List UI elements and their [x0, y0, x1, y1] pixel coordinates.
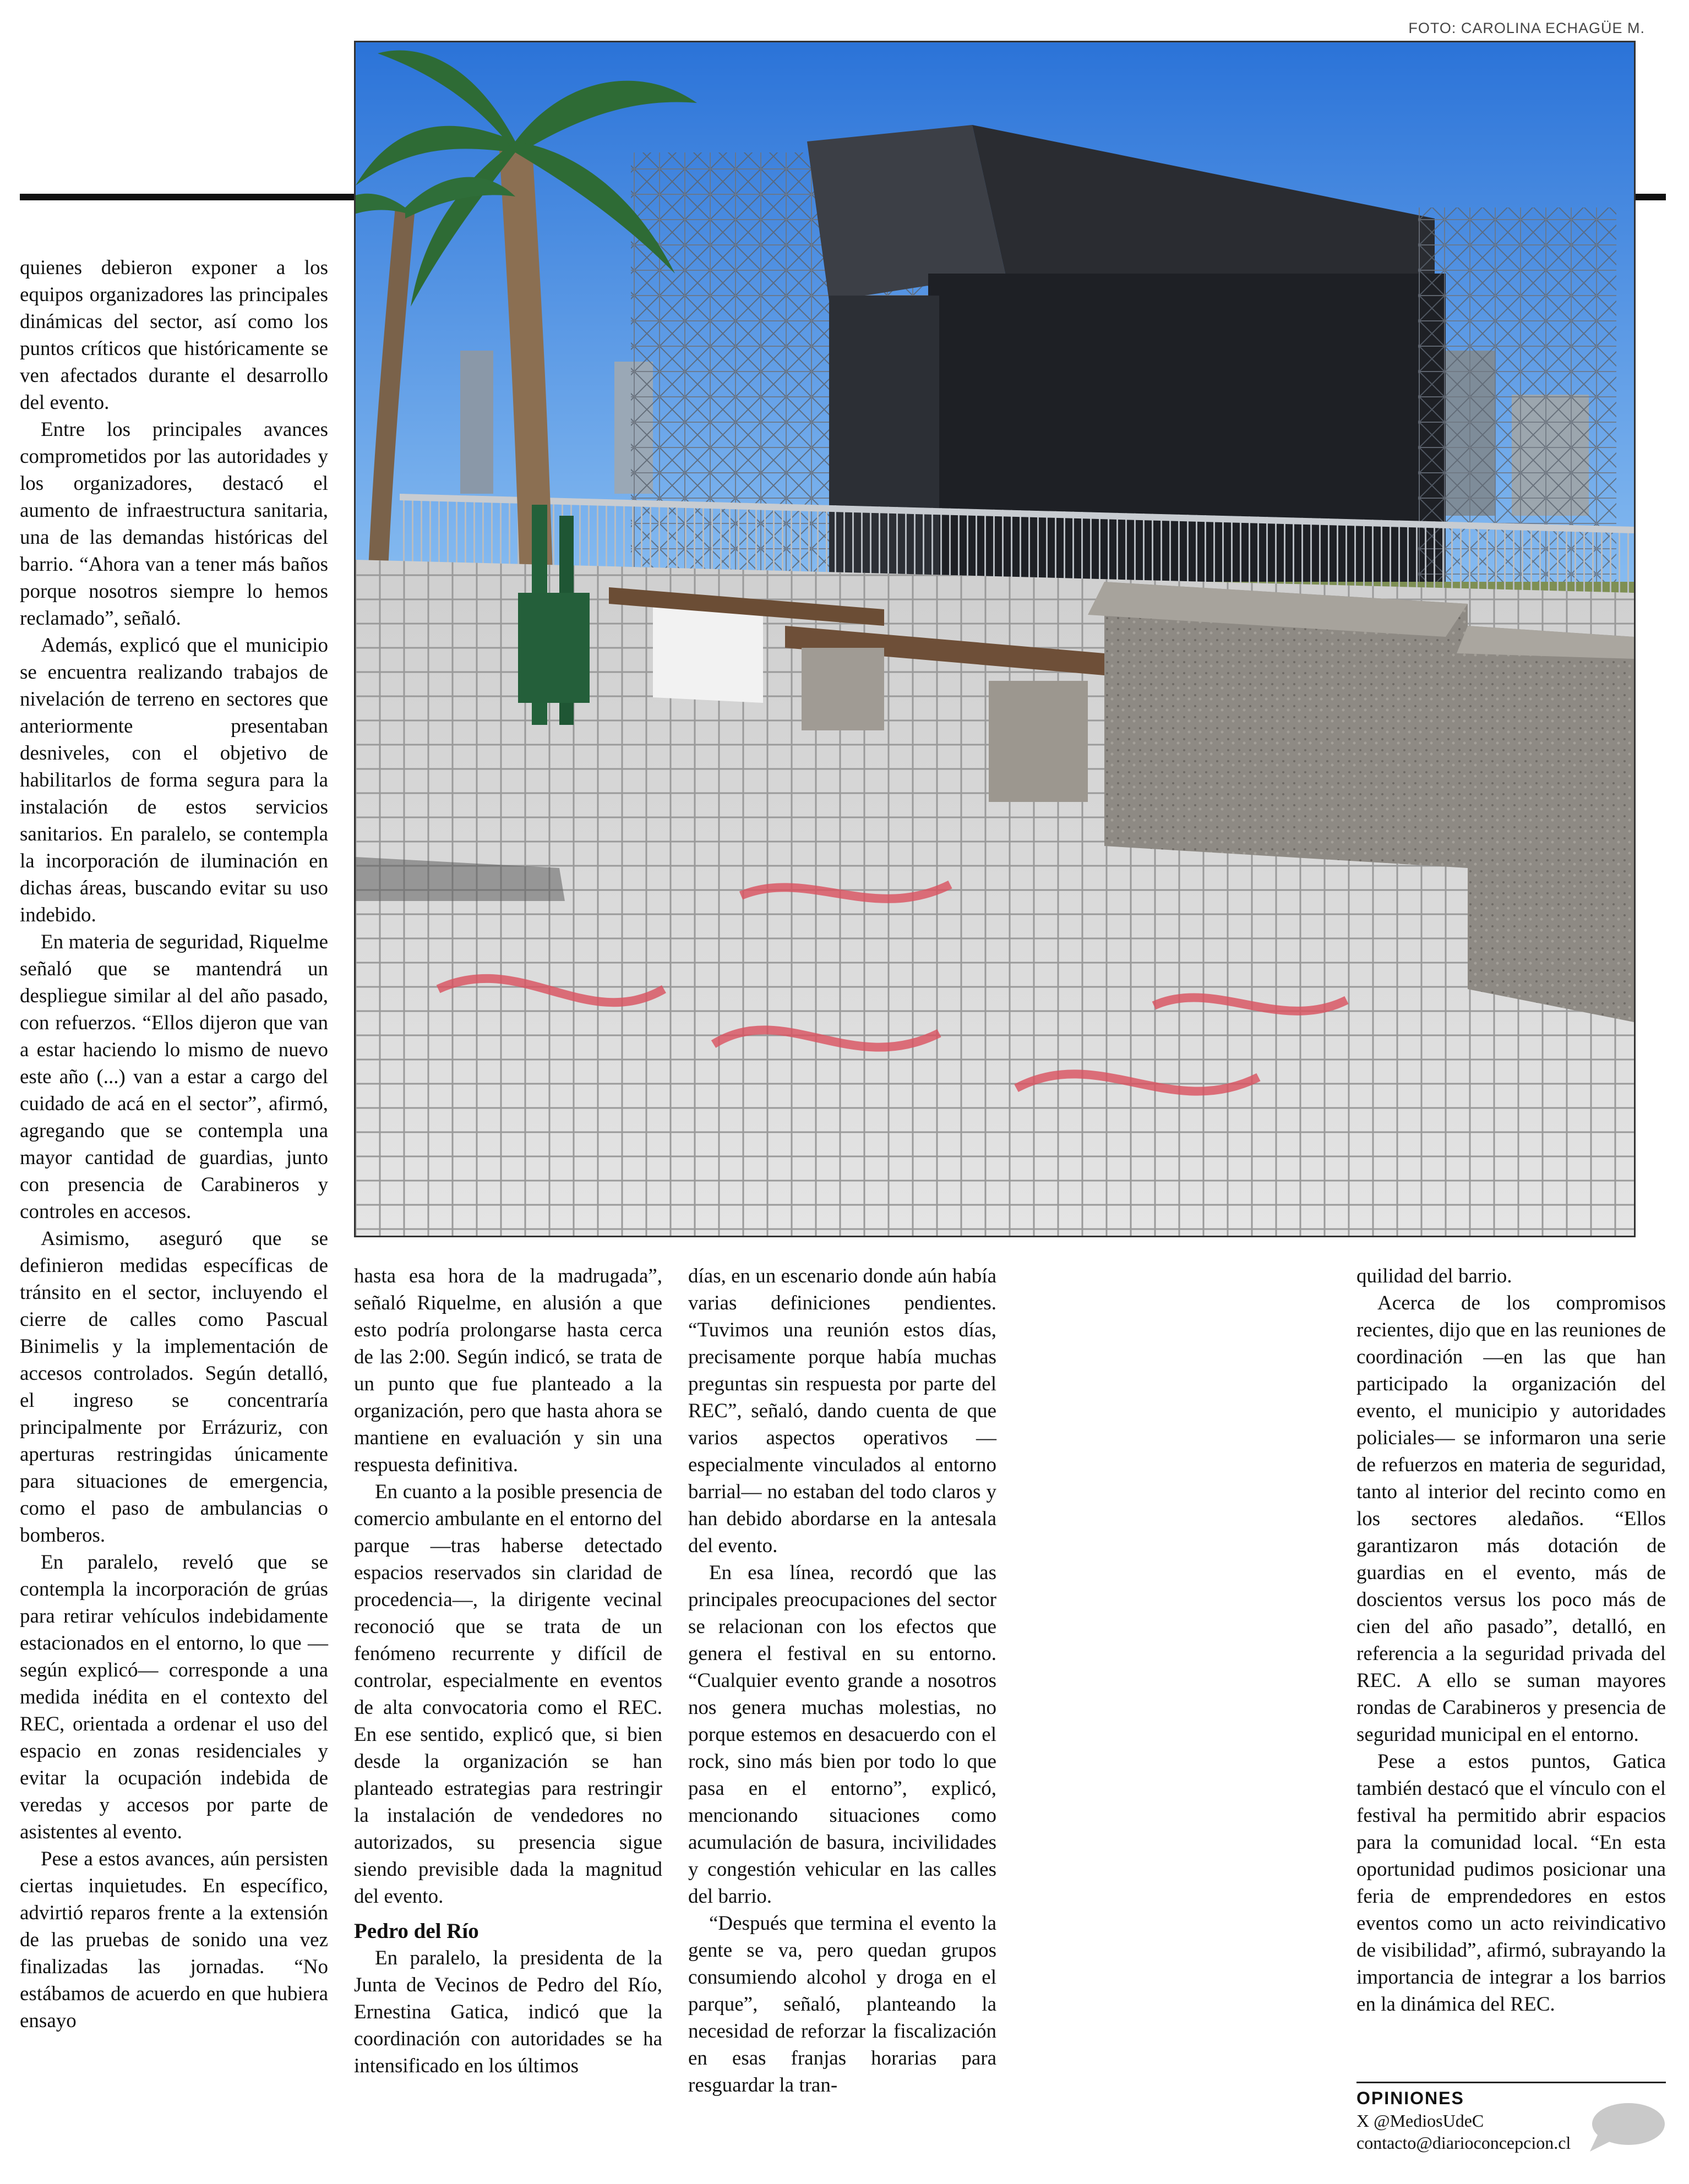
paragraph: quienes debieron exponer a los equipos organizadores las principales dinámicas del sector, así como los puntos críticos que históricamente se ven afectados durante el desarrollo del evento.: [20, 256, 328, 414]
paragraph: Entre los principales avances comprometidos por las autoridades y los organizadores, destacó el aumento de infraestructura sanitaria, una de las demandas históricas del barrio. “Ahora van a tener más baños porque nosotros siempre lo hemos reclamado”, señaló.: [20, 418, 328, 630]
paragraph: Pese a estos puntos, Gatica también destacó que el vínculo con el festival ha permitido abrir espacios para la comunidad local. “En esta oportunidad pudimos posicionar una feria de emprendedores en estos eventos como un acto reivindicativo de visibilidad”, afirmó, subrayando la importancia de integrar a los barrios en la dinámica del REC.: [1356, 1750, 1666, 2016]
paragraph: En paralelo, la presidenta de la Junta de Vecinos de Pedro del Río, Ernestina Gatica, indicó que la coordinación con autoridades se ha intensificado en los últimos: [354, 1947, 662, 2077]
paragraph: Pese a estos avances, aún persisten ciertas inquietudes. En específico, advirtió reparos frente a la extensión de las pruebas de sonido una vez finalizadas las jornadas. “No estábamos de acuerdo en que hubiera ensayo: [20, 1848, 328, 2032]
paragraph: Asimismo, aseguró que se definieron medidas específicas de tránsito en el sector, incluyendo el cierre de calles como Pascual Binimelis y la implementación de accesos controlados. Según detalló, el ingreso se concentraría principalmente por Errázuriz, con aperturas restringidas únicamente para situaciones de emergencia, como el paso de ambulancias o bomberos.: [20, 1227, 328, 1547]
section-rule-left: [20, 194, 355, 200]
speech-bubble-icon: [1587, 2101, 1666, 2154]
article-column-3: [688, 1263, 996, 2099]
photo-credit: FOTO: CAROLINA ECHAGÜE M.: [1408, 20, 1645, 36]
article-column-2: [354, 1263, 662, 2079]
paragraph: Acerca de los compromisos recientes, dijo que en las reuniones de coordinación —en las que han participado la organización del evento, el municipio y autoridades policiales— se informaron una serie de refuerzos en materia de seguridad, tanto al interior del recinto como en los sectores aledaños. “Ellos garantizaron más dotación de guardias en el evento, más de doscientos versus los poco más de cien del año pasado”, detalló, en referencia a la seguridad privada del REC. A ello se suman mayores rondas de Carabineros y presencia de seguridad municipal en el entorno.: [1356, 1292, 1666, 1746]
section-rule-right: [1635, 194, 1666, 200]
article-column-4: [1356, 1263, 1666, 2018]
paragraph: “Después que termina el evento la gente se va, pero quedan grupos consumiendo alcohol y droga en el parque”, señaló, planteando la necesidad de reforzar la fiscalización en esas franjas horarias para resguardar la tran-: [688, 1912, 996, 2096]
paragraph: En cuanto a la posible presencia de comercio ambulante en el entorno del parque —tras haberse detectado espacios reservados sin claridad de procedencia—, la dirigente vecinal reconoció que se trata de un fenómeno recurrente y difícil de controlar, especialmente en eventos de alta convocatoria como el REC. En ese sentido, explicó que, si bien desde la organización se han planteado estrategias para restringir la instalación de vendedores no autorizados, su presencia sigue siendo previsible dada la magnitud del evento.: [354, 1481, 662, 1908]
opiniones-title: OPINIONES: [1356, 2088, 1464, 2108]
photo-illustration: [356, 42, 1634, 1236]
paragraph: quilidad del barrio.: [1356, 1265, 1512, 1287]
paragraph: hasta esa hora de la madrugada”, señaló Riquelme, en alusión a que esto podría prolongarse hasta cerca de las 2:00. Según indicó, se trata de un punto que fue planteado a la organización, pero que hasta ahora se mantiene en evaluación y sin una respuesta definitiva.: [354, 1265, 662, 1476]
paragraph: días, en un escenario donde aún había varias definiciones pendientes. “Tuvimos una reunión estos días, precisamente porque había muchas preguntas sin respuesta por parte del REC”, señaló, dando cuenta de que varios aspectos operativos —especialmente vinculados al entorno barrial— no estaban del todo claros y han debido abordarse en la antesala del evento.: [688, 1265, 996, 1557]
article-column-1: [20, 254, 328, 2034]
opiniones-box: [1356, 2082, 1666, 2154]
subheading: Pedro del Río: [354, 1919, 479, 1943]
article-photo: [354, 41, 1636, 1237]
paragraph: En materia de seguridad, Riquelme señaló que se mantendrá un despliegue similar al del año pasado, con refuerzos. “Ellos dijeron que van a estar haciendo lo mismo de nuevo este año (...) van a estar a cargo del cuidado de acá en el sector”, afirmó, agregando que se contempla una mayor cantidad de guardias, junto con presencia de Carabineros y controles en accesos.: [20, 931, 328, 1223]
paragraph: En esa línea, recordó que las principales preocupaciones del sector se relacionan con los efectos que genera el festival en su entorno. “Cualquier evento grande a nosotros nos genera muchas molestias, no porque estemos en desacuerdo con el rock, sino más bien por todo lo que pasa en el entorno”, explicó, mencionando situaciones como acumulación de basura, incivilidades y congestión vehicular en las calles del barrio.: [688, 1561, 996, 1908]
paragraph: Además, explicó que el municipio se encuentra realizando trabajos de nivelación de terreno en sectores que anteriormente presentaban desniveles, con el objetivo de habilitarlos de forma segura para la instalación de estos servicios sanitarios. En paralelo, se contempla la incorporación de iluminación en dichas áreas, buscando evitar su uso indebido.: [20, 634, 328, 926]
paragraph: En paralelo, reveló que se contempla la incorporación de grúas para retirar vehículos indebidamente estacionados en el entorno, lo que —según explicó— corresponde a una medida inédita en el contexto del REC, orientada a ordenar el uso del espacio en zonas residenciales y evitar la ocupación indebida de veredas y accesos por parte de asistentes al evento.: [20, 1551, 328, 1843]
twitter-handle[interactable]: X @MediosUdeC: [1356, 2111, 1484, 2131]
contact-email[interactable]: contacto@diarioconcepcion.cl: [1356, 2133, 1571, 2153]
